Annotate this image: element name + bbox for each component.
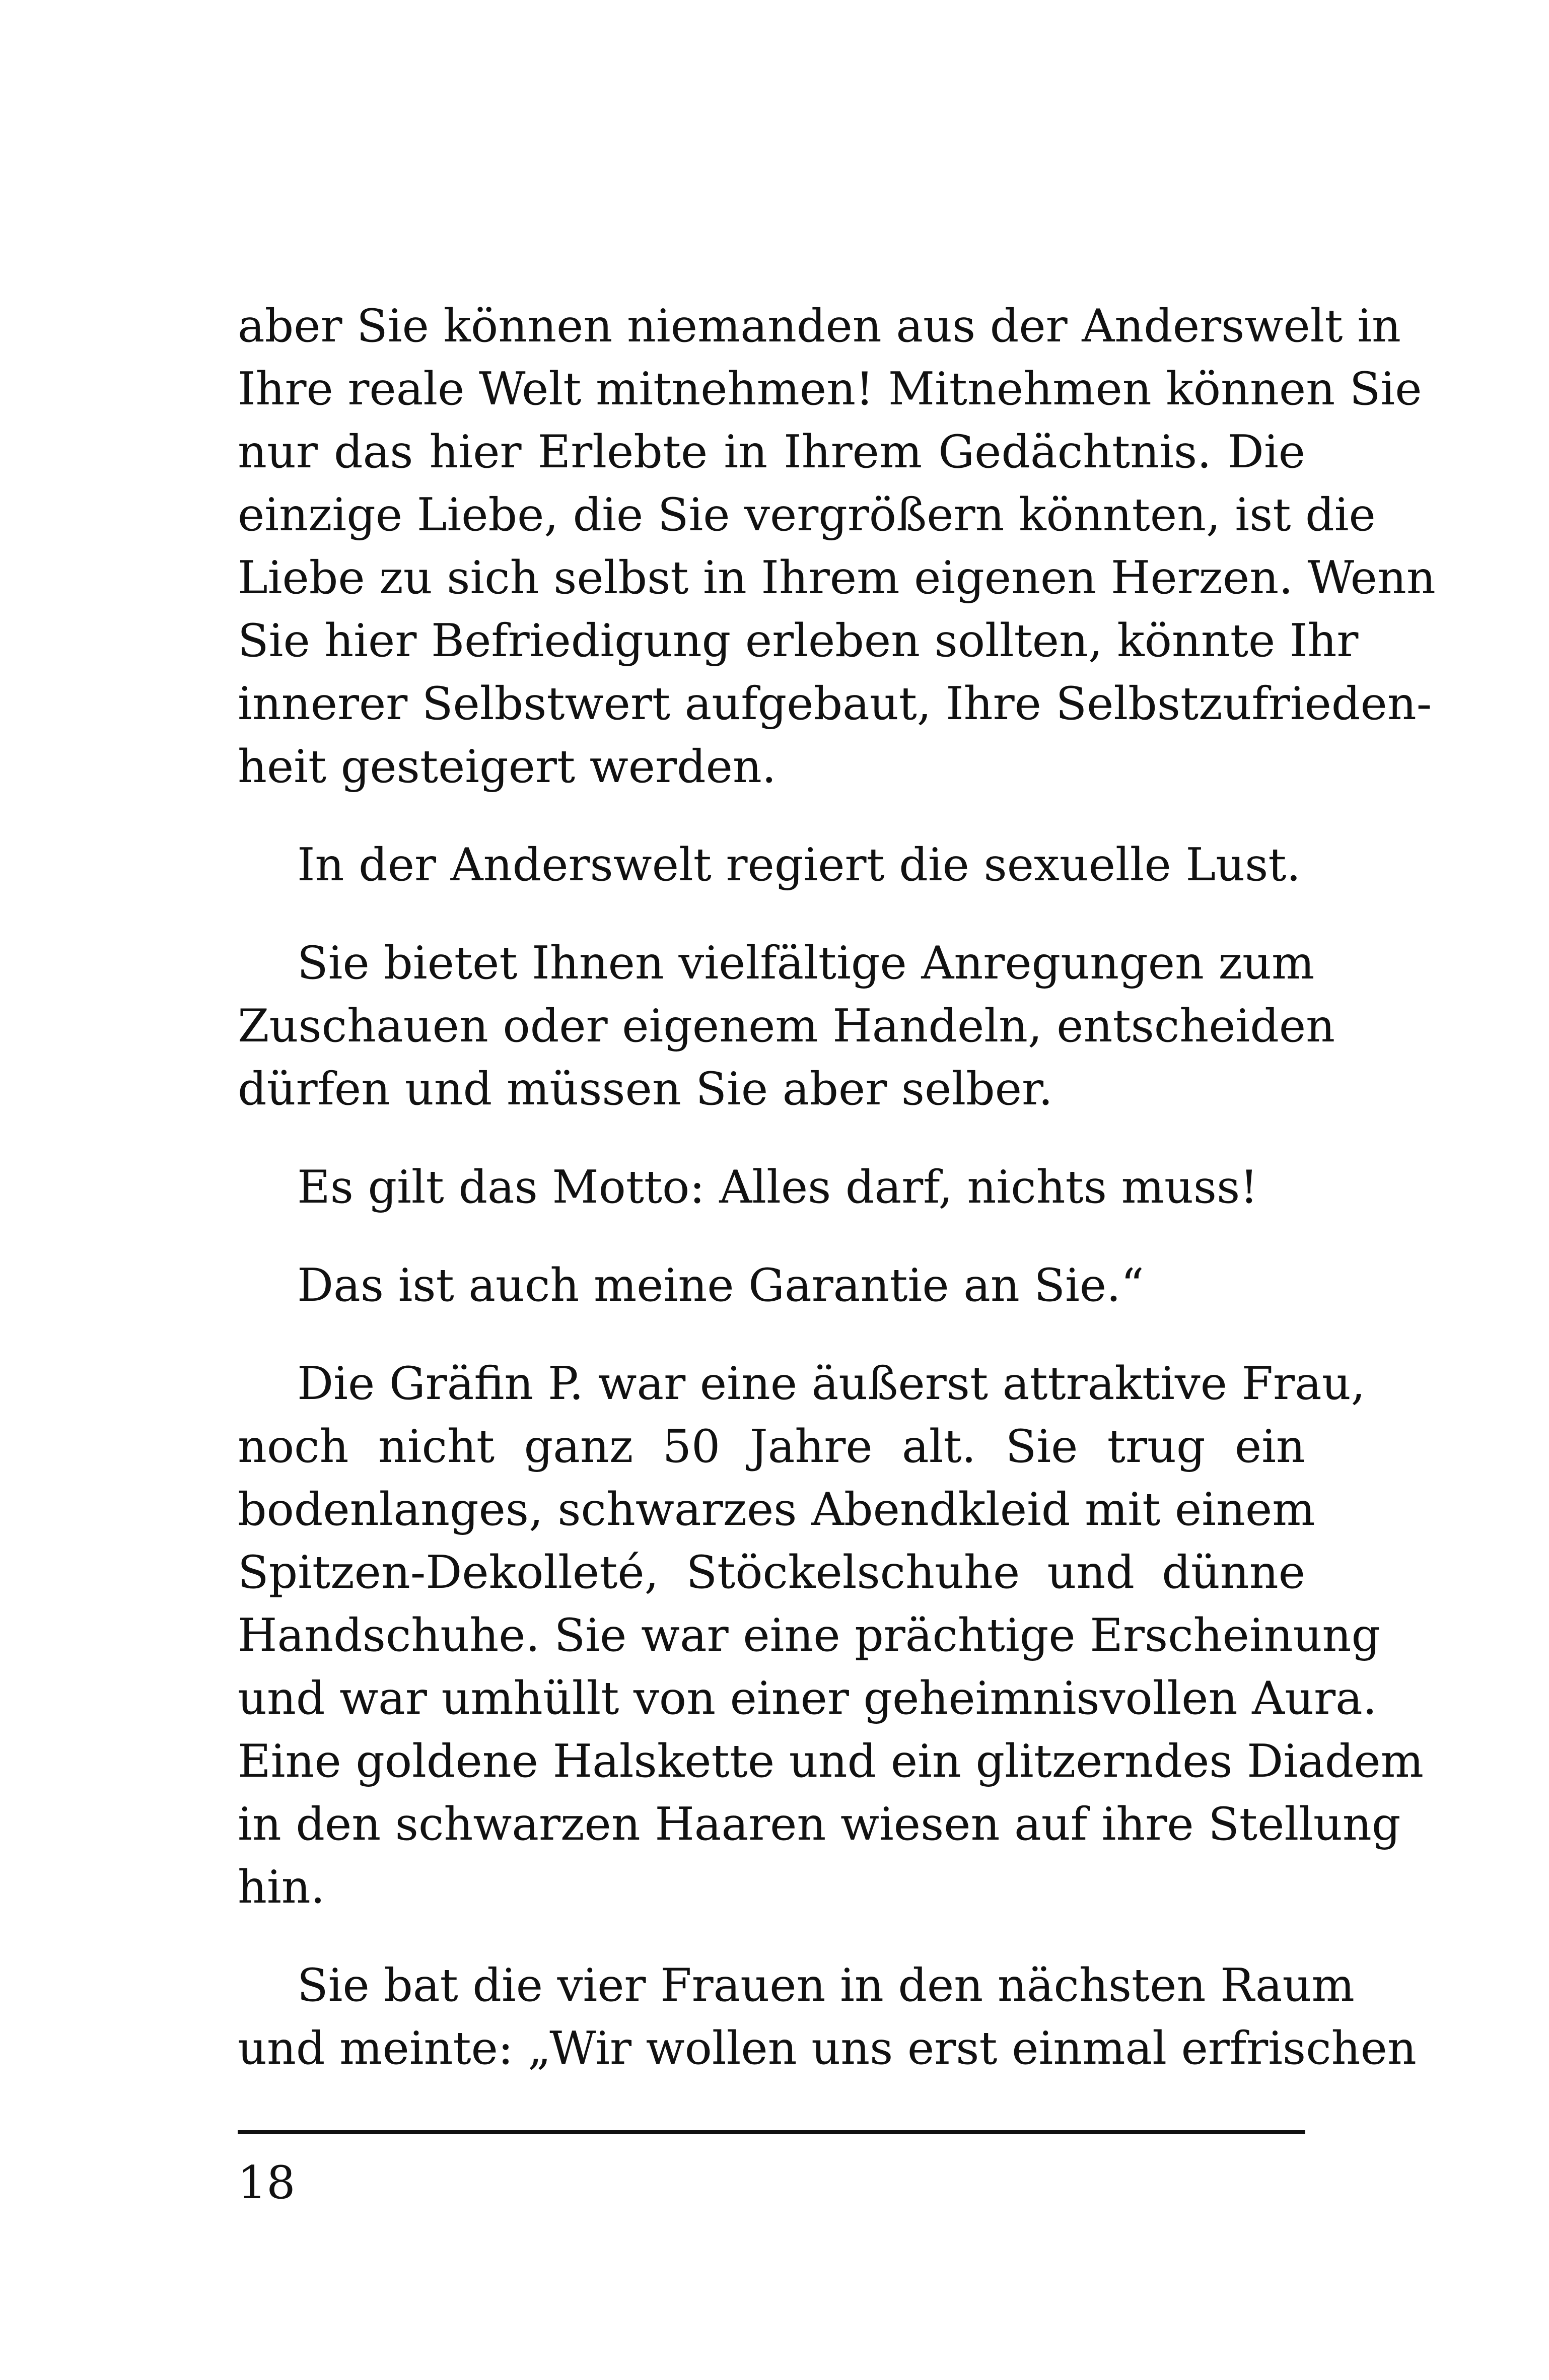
text-line: aber Sie können niemanden aus der Anderswelt in xyxy=(238,300,1401,353)
text-line: bodenlanges, schwarzes Abendkleid mit einem xyxy=(238,1483,1315,1536)
text-line: Es gilt das Motto: Alles darf, nichts muss! xyxy=(297,1161,1258,1214)
text-line: Das ist auch meine Garantie an Sie.“ xyxy=(297,1259,1144,1312)
paragraph xyxy=(238,1954,1417,2080)
text-line: Spitzen-Dekolleté, Stöckelschuhe und dünne xyxy=(238,1546,1305,1599)
text-line: noch nicht ganz 50 Jahre alt. Sie trug ein xyxy=(238,1420,1305,1473)
paragraph xyxy=(238,932,1335,1121)
paragraph xyxy=(238,1156,1305,1219)
text-line: nur das hier Erlebte in Ihrem Gedächtnis. Die xyxy=(238,426,1305,478)
text-line: Liebe zu sich selbst in Ihrem eigenen Herzen. Wenn xyxy=(238,551,1436,604)
page-number: 18 xyxy=(238,2156,296,2209)
text-line: Handschuhe. Sie war eine prächtige Erscheinung xyxy=(238,1609,1381,1662)
page-body xyxy=(238,295,1436,2080)
text-line: Eine goldene Halskette und ein glitzerndes Diadem xyxy=(238,1735,1424,1788)
text-line: und war umhüllt von einer geheimnisvollen Aura. xyxy=(238,1672,1377,1725)
text-line: Sie bat die vier Frauen in den nächsten Raum xyxy=(297,1959,1355,2012)
text-line: Zuschauen oder eigenem Handeln, entscheiden xyxy=(238,1000,1335,1053)
paragraph xyxy=(238,833,1305,896)
text-line: hin. xyxy=(238,1861,325,1914)
text-line: und meinte: „Wir wollen uns erst einmal erfrischen xyxy=(238,2022,1417,2075)
footer-rule xyxy=(238,2130,1305,2134)
text-line: innerer Selbstwert aufgebaut, Ihre Selbstzufrieden- xyxy=(238,677,1432,730)
paragraph xyxy=(238,295,1436,798)
text-line: in den schwarzen Haaren wiesen auf ihre Stellung xyxy=(238,1798,1401,1851)
text-line: Die Gräfin P. war eine äußerst attraktive Frau, xyxy=(297,1357,1366,1410)
text-line: Sie hier Befriedigung erleben sollten, könnte Ihr xyxy=(238,614,1359,667)
text-line: heit gesteigert werden. xyxy=(238,740,777,793)
text-line: dürfen und müssen Sie aber selber. xyxy=(238,1063,1053,1115)
text-line: einzige Liebe, die Sie vergrößern könnten, ist die xyxy=(238,488,1376,541)
text-line: In der Anderswelt regiert die sexuelle Lust. xyxy=(297,838,1301,891)
text-line: Sie bietet Ihnen vielfältige Anregungen zum xyxy=(297,937,1315,990)
text-line: Ihre reale Welt mitnehmen! Mitnehmen können Sie xyxy=(238,363,1422,415)
paragraph xyxy=(238,1254,1305,1317)
paragraph xyxy=(238,1352,1424,1919)
